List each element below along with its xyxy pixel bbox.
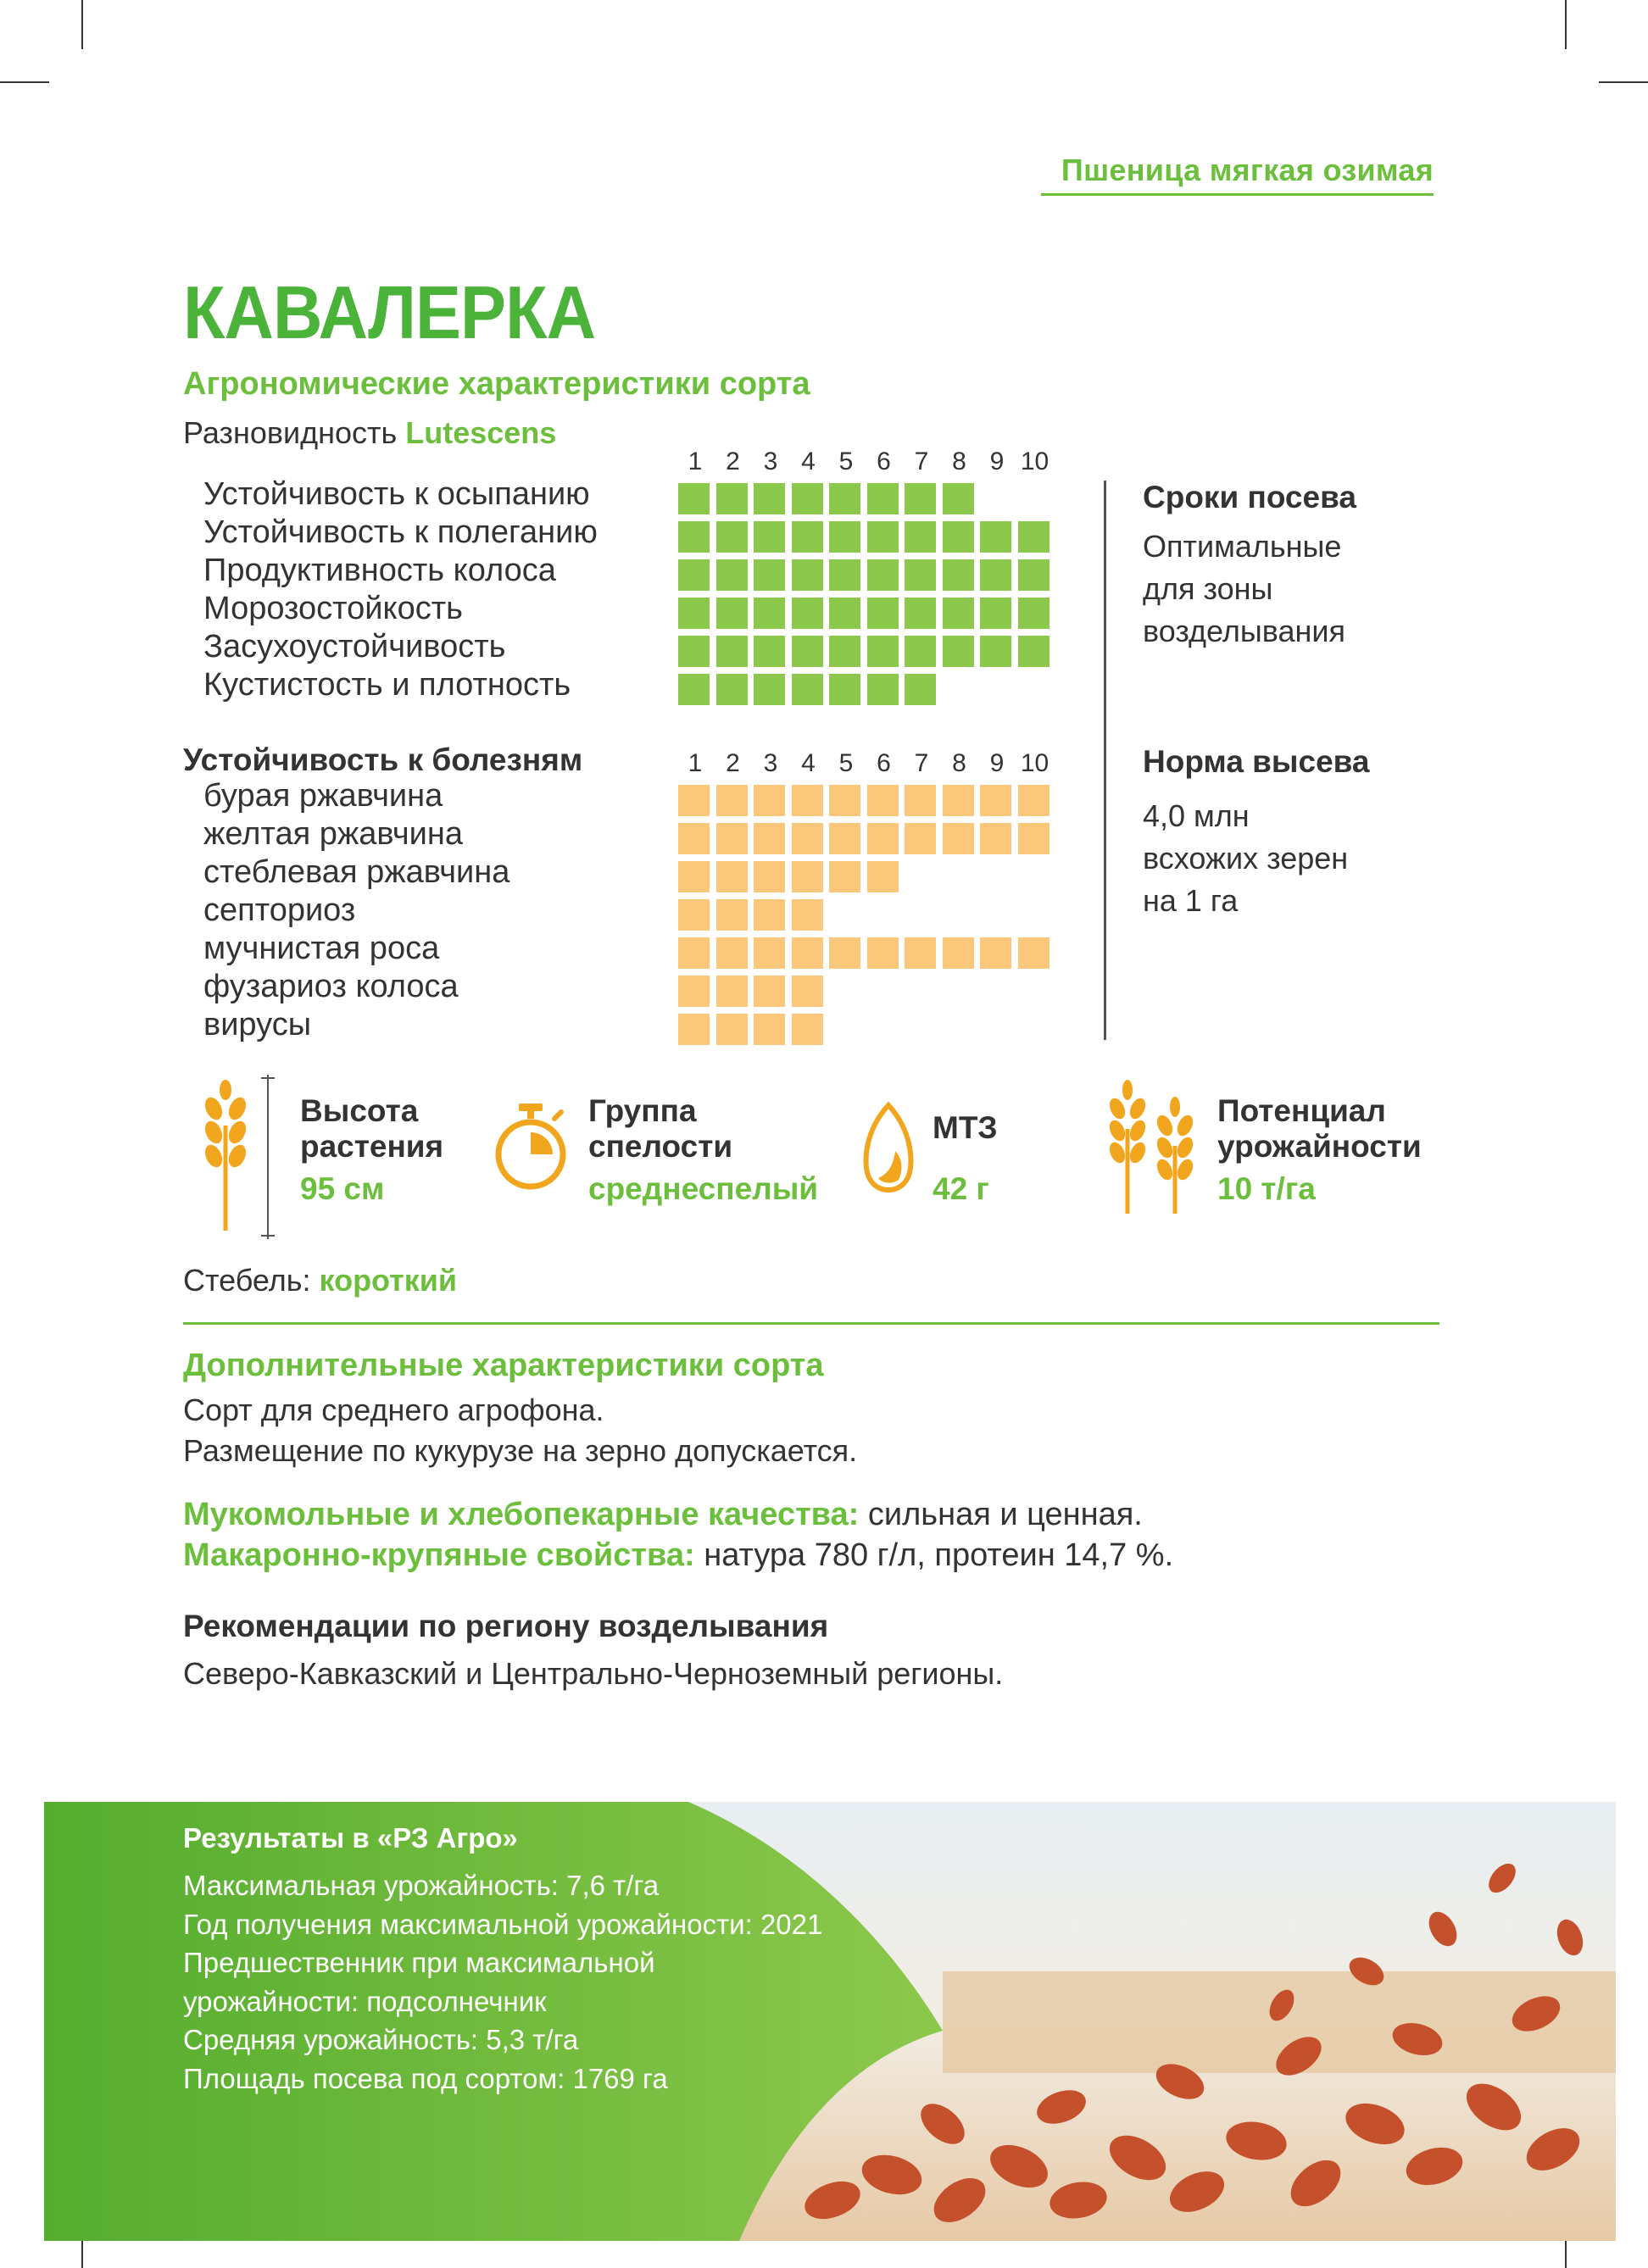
crop-mark — [1565, 0, 1567, 49]
rating-cell — [678, 1014, 710, 1045]
seeding-rate-text: 4,0 млн всхожих зерен на 1 га — [1143, 798, 1349, 918]
rating-cell — [678, 823, 710, 854]
rating-label: мучнистая роса — [203, 931, 440, 966]
rating-cell — [905, 598, 936, 629]
milling-label: Мукомольные и хлебопекарные качества: — [183, 1497, 860, 1532]
rating-cell — [829, 598, 860, 629]
rating-cell — [1018, 598, 1049, 629]
rating-cell — [829, 521, 860, 553]
results-line: Предшественник при максимальной — [183, 1947, 655, 1978]
rating-cell — [829, 559, 860, 591]
rating-cell — [792, 674, 823, 705]
rating-cell — [792, 785, 823, 816]
rating-cell — [716, 899, 748, 931]
rating-label: бурая ржавчина — [203, 778, 443, 814]
tgw-value: 42 г — [933, 1171, 989, 1206]
rating-cell — [980, 937, 1011, 969]
milling-quality — [183, 1497, 1143, 1533]
extra-line-1: Сорт для среднего агрофона. — [183, 1392, 604, 1427]
scale-number: 6 — [877, 447, 891, 475]
rating-cell — [678, 861, 710, 892]
rating-cell — [943, 521, 974, 553]
rating-cell — [943, 483, 974, 514]
yield-label: Потенциал урожайности — [1217, 1093, 1422, 1164]
rating-label: фузариоз колоса — [203, 969, 459, 1004]
rating-cell — [754, 785, 785, 816]
rating-cell — [792, 483, 823, 514]
stopwatch-icon — [493, 1103, 568, 1193]
rating-cell — [754, 674, 785, 705]
pasta-label: Макаронно-крупяные свойства: — [183, 1537, 695, 1573]
rating-cell — [980, 823, 1011, 854]
rating-cell — [678, 559, 710, 591]
rating-cell — [829, 674, 860, 705]
rating-cell — [905, 674, 936, 705]
variety-type-value: Lutescens — [405, 415, 557, 450]
rating-label: стеблевая ржавчина — [203, 854, 510, 890]
sowing-time-text: Оптимальные для зоны возделывания — [1143, 529, 1345, 648]
agronomic-scale — [678, 447, 1051, 473]
disease-scale — [678, 749, 1051, 775]
extra-line-2: Размещение по кукурузе на зерно допускается. — [183, 1433, 858, 1468]
rating-cell — [829, 861, 860, 892]
rating-cell — [792, 598, 823, 629]
rating-cell — [943, 937, 974, 969]
rating-cell — [716, 521, 748, 553]
rating-cell — [716, 674, 748, 705]
scale-number: 9 — [989, 447, 1005, 475]
rating-cell — [829, 483, 860, 514]
rating-cell — [1018, 636, 1049, 667]
rating-cell — [905, 521, 936, 553]
rating-cell — [943, 636, 974, 667]
height-value: 95 см — [300, 1171, 385, 1206]
scale-number: 5 — [838, 749, 854, 777]
rating-cell — [716, 823, 748, 854]
rating-cell — [867, 559, 899, 591]
rating-cell — [678, 636, 710, 667]
rating-cell — [678, 899, 710, 931]
rating-label: Кустистость и плотность — [203, 667, 571, 703]
scale-number: 4 — [801, 749, 816, 777]
banner-background — [44, 1802, 1616, 2241]
height-label: Высота растения — [300, 1093, 444, 1164]
rating-cell — [829, 823, 860, 854]
rating-cell — [943, 559, 974, 591]
rating-cell — [905, 937, 936, 969]
results-banner — [44, 1802, 1616, 2241]
rating-cell — [716, 559, 748, 591]
rating-cell — [980, 785, 1011, 816]
rating-cell — [678, 598, 710, 629]
rating-cell — [792, 823, 823, 854]
rating-cell — [716, 785, 748, 816]
rating-cell — [754, 1014, 785, 1045]
scale-number: 2 — [726, 749, 740, 777]
rating-cell — [792, 861, 823, 892]
results-line: Максимальная урожайность: 7,6 т/га — [183, 1870, 660, 1901]
disease-title: Устойчивость к болезням — [183, 742, 583, 777]
seeding-rate-title: Норма высева — [1143, 744, 1370, 779]
rating-cell — [905, 636, 936, 667]
rating-cell — [678, 937, 710, 969]
scale-number: 2 — [726, 447, 740, 475]
rating-cell — [1018, 521, 1049, 553]
tgw-label: МТЗ — [933, 1110, 998, 1145]
scale-number: 1 — [688, 749, 703, 777]
results-line: Год получения максимальной урожайности: 2021 — [183, 1908, 823, 1940]
results-title: Результаты в «РЗ Агро» — [183, 1822, 518, 1854]
agronomic-title: Агрономические характеристики сорта — [183, 366, 810, 402]
product-category: Пшеница мягкая озимая — [1041, 153, 1434, 196]
results-line: Площадь посева под сортом: 1769 га — [183, 2062, 668, 2094]
wheat-ruler-icon — [188, 1075, 290, 1239]
section-divider — [183, 1322, 1439, 1325]
scale-number: 10 — [1020, 749, 1049, 777]
rating-cell — [980, 559, 1011, 591]
rating-cell — [716, 636, 748, 667]
rating-cell — [943, 785, 974, 816]
rating-cell — [905, 559, 936, 591]
rating-cell — [943, 598, 974, 629]
crop-mark — [1599, 81, 1648, 83]
rating-cell — [678, 674, 710, 705]
rating-cell — [867, 598, 899, 629]
rating-cell — [829, 785, 860, 816]
rating-cell — [1018, 937, 1049, 969]
rating-cell — [792, 636, 823, 667]
rating-cell — [754, 861, 785, 892]
crop-mark — [0, 81, 49, 83]
milling-value: сильная и ценная. — [867, 1497, 1143, 1532]
rating-label: септориоз — [203, 892, 356, 928]
rating-cell — [754, 559, 785, 591]
stem-value: короткий — [319, 1263, 458, 1298]
rating-cell — [792, 559, 823, 591]
variety-type — [183, 415, 556, 451]
ripeness-label: Группа спелости — [588, 1093, 733, 1164]
grain-icon — [861, 1102, 916, 1193]
stem-label: Стебель: — [183, 1263, 311, 1298]
rating-cell — [867, 521, 899, 553]
divider-line — [1104, 481, 1106, 1040]
rating-cell — [867, 636, 899, 667]
rating-cell — [678, 976, 710, 1007]
rating-cell — [867, 483, 899, 514]
rating-cell — [754, 636, 785, 667]
rating-cell — [980, 598, 1011, 629]
rating-cell — [1018, 559, 1049, 591]
scale-number: 10 — [1020, 447, 1049, 475]
rating-cell — [867, 861, 899, 892]
rating-cell — [754, 598, 785, 629]
rating-cell — [754, 521, 785, 553]
region-text: Северо-Кавказский и Центрально-Черноземный регионы. — [183, 1656, 1004, 1691]
pasta-quality — [183, 1537, 1173, 1574]
rating-cell — [678, 521, 710, 553]
rating-cell — [716, 1014, 748, 1045]
rating-cell — [716, 937, 748, 969]
rating-cell — [829, 636, 860, 667]
rating-cell — [754, 899, 785, 931]
rating-cell — [1018, 823, 1049, 854]
rating-cell — [1018, 785, 1049, 816]
scale-number: 8 — [952, 447, 966, 475]
rating-cell — [792, 899, 823, 931]
rating-cell — [678, 483, 710, 514]
ripeness-value: среднеспелый — [588, 1171, 819, 1206]
rating-label: желтая ржавчина — [203, 816, 464, 852]
results-line: урожайности: подсолнечник — [183, 1985, 547, 2017]
scale-number: 4 — [801, 447, 816, 475]
variety-name: КАВАЛЕРКА — [183, 270, 596, 354]
crop-mark — [81, 0, 83, 49]
rating-label: Продуктивность колоса — [203, 553, 556, 588]
rating-cell — [754, 976, 785, 1007]
rating-cell — [867, 823, 899, 854]
rating-cell — [905, 483, 936, 514]
stem-line — [183, 1263, 457, 1298]
rating-label: Морозостойкость — [203, 591, 463, 626]
rating-cell — [678, 785, 710, 816]
rating-label: Устойчивость к осыпанию — [203, 476, 590, 512]
sowing-time-title: Сроки посева — [1143, 480, 1356, 514]
region-title: Рекомендации по региону возделывания — [183, 1609, 829, 1643]
variety-type-label: Разновидность — [183, 415, 398, 450]
scale-number: 6 — [877, 749, 891, 777]
rating-cell — [792, 521, 823, 553]
yield-value: 10 т/га — [1217, 1171, 1316, 1206]
rating-cell — [829, 937, 860, 969]
scale-number: 8 — [952, 749, 966, 777]
rating-cell — [792, 976, 823, 1007]
rating-cell — [867, 785, 899, 816]
rating-cell — [754, 823, 785, 854]
extra-title: Дополнительные характеристики сорта — [183, 1348, 824, 1383]
scale-number: 5 — [838, 447, 854, 475]
rating-label: вирусы — [203, 1007, 312, 1042]
rating-cell — [867, 674, 899, 705]
rating-cell — [867, 937, 899, 969]
rating-cell — [905, 823, 936, 854]
scale-number: 9 — [989, 749, 1005, 777]
rating-cell — [754, 483, 785, 514]
rating-label: Засухоустойчивость — [203, 629, 506, 664]
scale-number: 3 — [763, 749, 778, 777]
rating-cell — [754, 937, 785, 969]
rating-cell — [792, 1014, 823, 1045]
rating-cell — [980, 521, 1011, 553]
scale-number: 1 — [688, 447, 703, 475]
wheat-ears-icon — [1102, 1078, 1202, 1217]
rating-cell — [980, 636, 1011, 667]
scale-number: 7 — [914, 749, 929, 777]
scale-number: 7 — [914, 447, 929, 475]
rating-cell — [905, 785, 936, 816]
scale-number: 3 — [763, 447, 778, 475]
rating-cell — [792, 937, 823, 969]
results-line: Средняя урожайность: 5,3 т/га — [183, 2024, 579, 2055]
rating-cell — [943, 823, 974, 854]
rating-cell — [716, 483, 748, 514]
rating-cell — [716, 861, 748, 892]
rating-cell — [716, 976, 748, 1007]
rating-cell — [716, 598, 748, 629]
pasta-value: натура 780 г/л, протеин 14,7 %. — [704, 1537, 1174, 1573]
rating-label: Устойчивость к полеганию — [203, 514, 598, 550]
